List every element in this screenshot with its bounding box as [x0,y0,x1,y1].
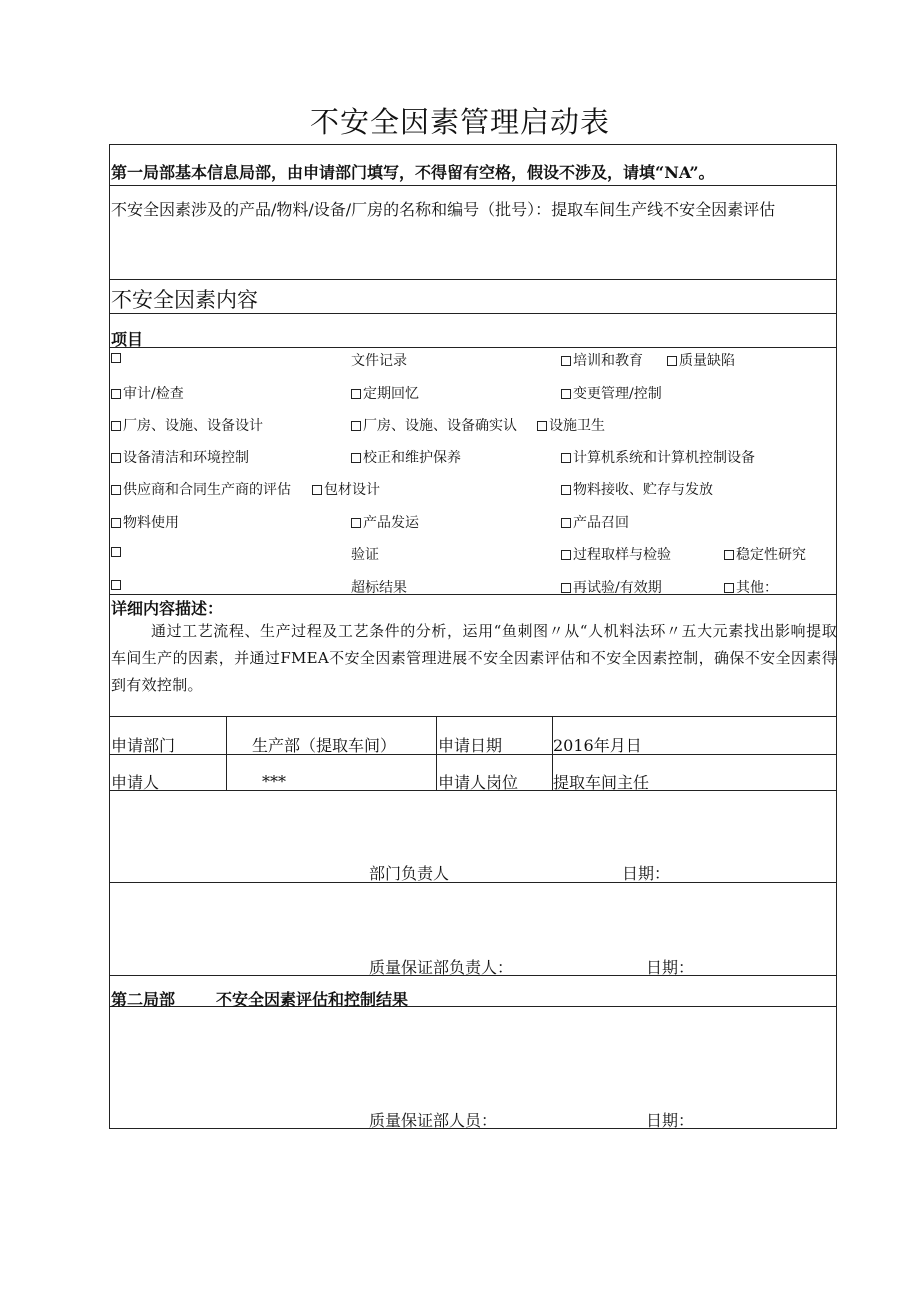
checklist-label: 文件记录 [351,353,407,369]
checkbox-item[interactable]: 审计/检查 [111,383,184,403]
checkbox[interactable] [561,389,571,399]
items-label: 项目 [111,330,144,349]
detail-text: 通过工艺流程、生产过程及工艺条件的分析，运用“鱼刺图〃从“人机料法环〃五大元素找出影响提取车间生产的因素，并通过FMEA不安全因素管理进展不安全因素评估和不安全因素控制，确保不安全因素得到有效控制。 [111,622,837,694]
checkbox[interactable] [724,550,734,560]
checkbox-item[interactable]: 供应商和合同生产商的评估 [111,479,291,499]
divider [109,716,837,717]
qa-staff-label: 质量保证部人员： [369,1111,498,1130]
checkbox[interactable] [561,583,571,593]
checkbox[interactable] [561,485,571,495]
checkbox[interactable] [351,453,361,463]
checklist-label: 超标结果 [351,580,407,596]
checkbox-item[interactable]: 变更管理/控制 [561,383,662,403]
checkbox[interactable] [111,547,121,557]
checkbox[interactable] [537,421,547,431]
checkbox[interactable] [111,485,121,495]
qa-staff-date-label: 日期： [646,1111,695,1130]
checkbox[interactable] [667,356,677,366]
checkbox[interactable] [351,421,361,431]
checkbox-item[interactable]: 再试验/有效期 [561,577,662,597]
checkbox[interactable] [561,550,571,560]
section1-header: 第一局部基本信息局部，由申请部门填写，不得留有空格，假设不涉及，请填“NA”。 [111,163,715,182]
checkbox[interactable] [111,353,121,363]
detail-label: 详细内容描述： [111,599,224,618]
divider [109,882,837,883]
checkbox-item[interactable]: 其他： [724,577,778,597]
date-label: 申请日期 [438,736,503,755]
checkbox-item[interactable]: 产品召回 [561,512,629,532]
applicant-label: 申请人 [111,773,160,792]
checkbox-item[interactable]: 设施卫生 [537,415,605,435]
checkbox[interactable] [111,389,121,399]
checkbox[interactable] [351,518,361,528]
divider [436,716,437,790]
checklist-label: 验证 [351,547,379,563]
checkbox-item[interactable]: 质量缺陷 [667,350,735,370]
checkbox[interactable] [111,518,121,528]
divider [226,716,227,790]
checkbox-item[interactable]: 稳定性研究 [724,544,806,564]
checkbox-item[interactable]: 校正和维护保养 [351,447,461,467]
qa-head-date-label: 日期： [646,958,695,977]
divider [109,347,837,348]
checkbox[interactable] [561,356,571,366]
checkbox[interactable] [351,389,361,399]
position-label: 申请人岗位 [438,773,519,792]
dept-label: 申请部门 [111,736,176,755]
checkbox-item[interactable]: 厂房、设施、设备确实认 [351,415,517,435]
checkbox-item[interactable]: 培训和教育 [561,350,643,370]
checkbox-item[interactable]: 过程取样与检验 [561,544,671,564]
checkbox-item[interactable]: 定期回忆 [351,383,419,403]
checkbox-item[interactable]: 厂房、设施、设备设计 [111,415,263,435]
page-title: 不安全因素管理启动表 [309,105,610,139]
checkbox[interactable] [312,485,322,495]
checkbox[interactable] [561,518,571,528]
section2-part: 第二局部 [111,990,176,1009]
product-line: 不安全因素涉及的产品/物料/设备/厂房的名称和编号（批号）：提取车间生产线不安全因素评估 [111,200,776,219]
checkbox-item[interactable] [111,544,123,560]
content-heading: 不安全因素内容 [111,288,258,312]
dept-head-label: 部门负责人 [369,864,450,883]
checkbox-item[interactable]: 产品发运 [351,512,419,532]
applicant-value[interactable]: *** [262,772,286,791]
divider [109,279,837,280]
dept-value[interactable]: 生产部（提取车间） [252,736,397,755]
checkbox-item[interactable]: 物料接收、贮存与发放 [561,479,713,499]
checkbox-item[interactable] [111,577,123,593]
checkbox-item[interactable]: 设备清洁和环境控制 [111,447,249,467]
qa-head-label: 质量保证部负责人： [369,958,514,977]
checkbox[interactable] [561,453,571,463]
checkbox[interactable] [724,583,734,593]
checkbox-item[interactable] [111,350,123,366]
dept-head-date-label: 日期： [622,864,671,883]
checkbox-item[interactable]: 计算机系统和计算机控制设备 [561,447,755,467]
divider [109,185,837,186]
section2-title: 不安全因素评估和控制结果 [216,990,409,1009]
position-value[interactable]: 提取车间主任 [553,773,650,792]
checkbox-item[interactable]: 包材设计 [312,479,380,499]
checkbox[interactable] [111,453,121,463]
checkbox-item[interactable]: 物料使用 [111,512,179,532]
date-value[interactable]: 2016年月日 [553,736,642,755]
checkbox[interactable] [111,421,121,431]
checkbox[interactable] [111,580,121,590]
